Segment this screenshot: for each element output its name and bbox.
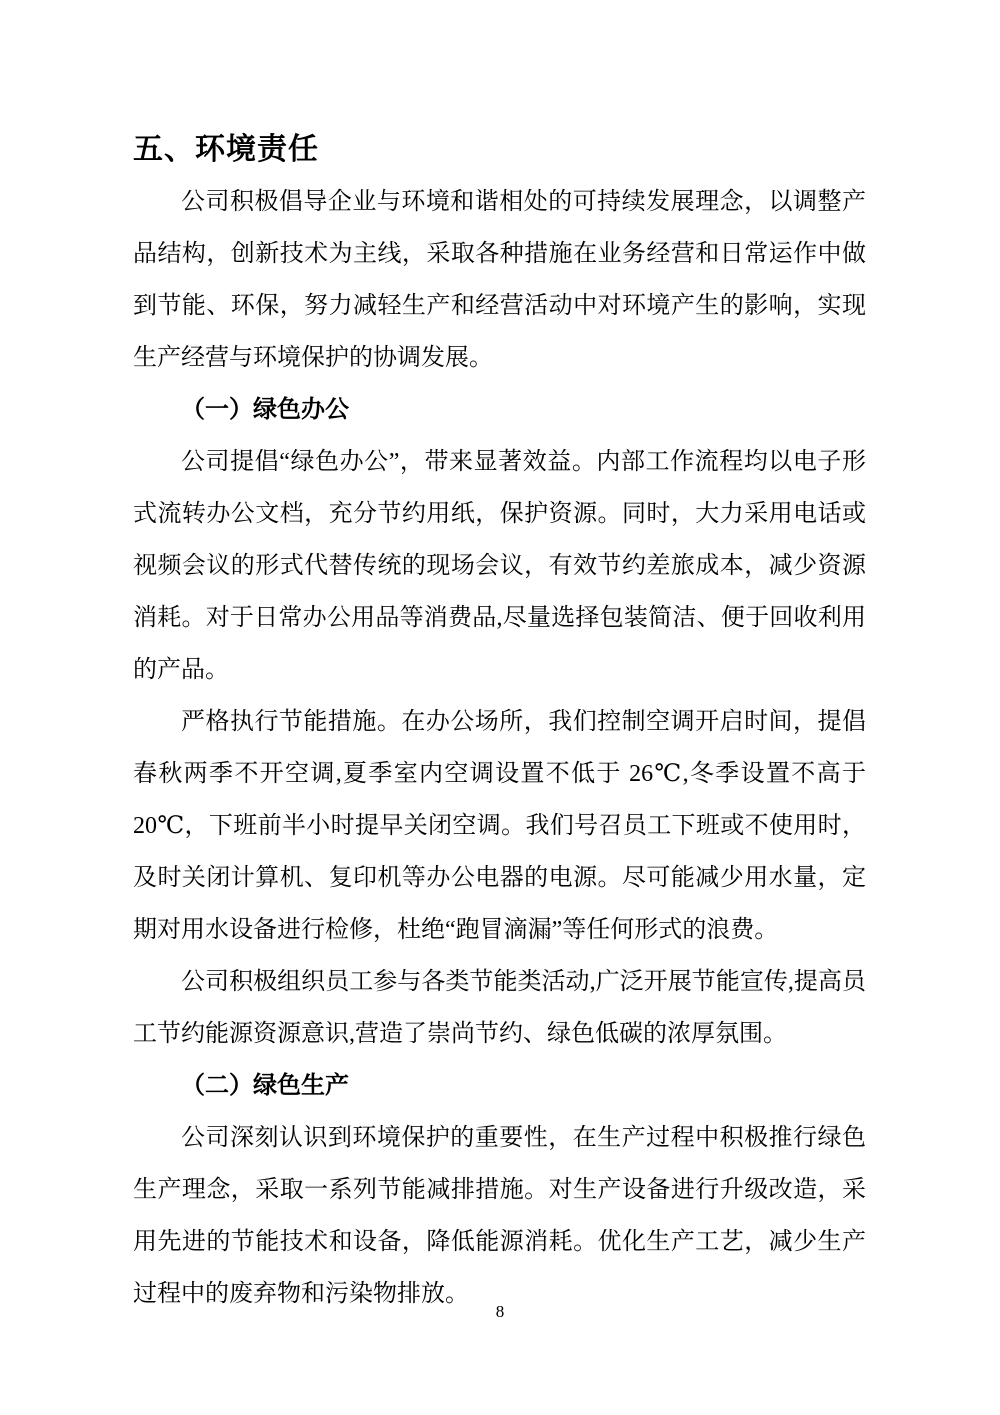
page-number: 8 [495, 1302, 505, 1321]
body-paragraph: 公司提倡“绿色办公”，带来显著效益。内部工作流程均以电子形式流转办公文档，充分节约用纸，保护资源。同时，大力采用电话或视频会议的形式代替传统的现场会议，有效节约差旅成本，减少资源消耗。对于日常办公用品等消费品,尽量选择包装简洁、便于回收利用的产品。 [133, 449, 866, 683]
subsection-heading-green-office: （一）绿色办公 [181, 397, 349, 423]
body-paragraph: 公司积极组织员工参与各类节能类活动,广泛开展节能宣传,提高员工节约能源资源意识,营造了崇尚节约、绿色低碳的浓厚氛围。 [133, 969, 866, 1047]
subsection-heading-green-production: （二）绿色生产 [181, 1073, 349, 1099]
section-title: 五、环境责任 [133, 133, 319, 166]
body-paragraph: 公司积极倡导企业与环境和谐相处的可持续发展理念，以调整产品结构，创新技术为主线，采取各种措施在业务经营和日常运作中做到节能、环保，努力减轻生产和经营活动中对环境产生的影响，实现生产经营与环境保护的协调发展。 [133, 189, 866, 371]
body-paragraph: 严格执行节能措施。在办公场所，我们控制空调开启时间，提倡春秋两季不开空调,夏季室内空调设置不低于 26℃,冬季设置不高于 20℃，下班前半小时提早关闭空调。我们号召员工下班或不使用时，及时关闭计算机、复印机等办公电器的电源。尽可能减少用水量，定期对用水设备进行检修，杜绝“跑冒滴漏”等任何形式的浪费。 [133, 709, 866, 943]
body-paragraph: 公司深刻认识到环境保护的重要性，在生产过程中积极推行绿色生产理念，采取一系列节能减排措施。对生产设备进行升级改造，采用先进的节能技术和设备，降低能源消耗。优化生产工艺，减少生产过程中的废弃物和污染物排放。 [133, 1125, 866, 1307]
page-content [133, 124, 866, 1320]
